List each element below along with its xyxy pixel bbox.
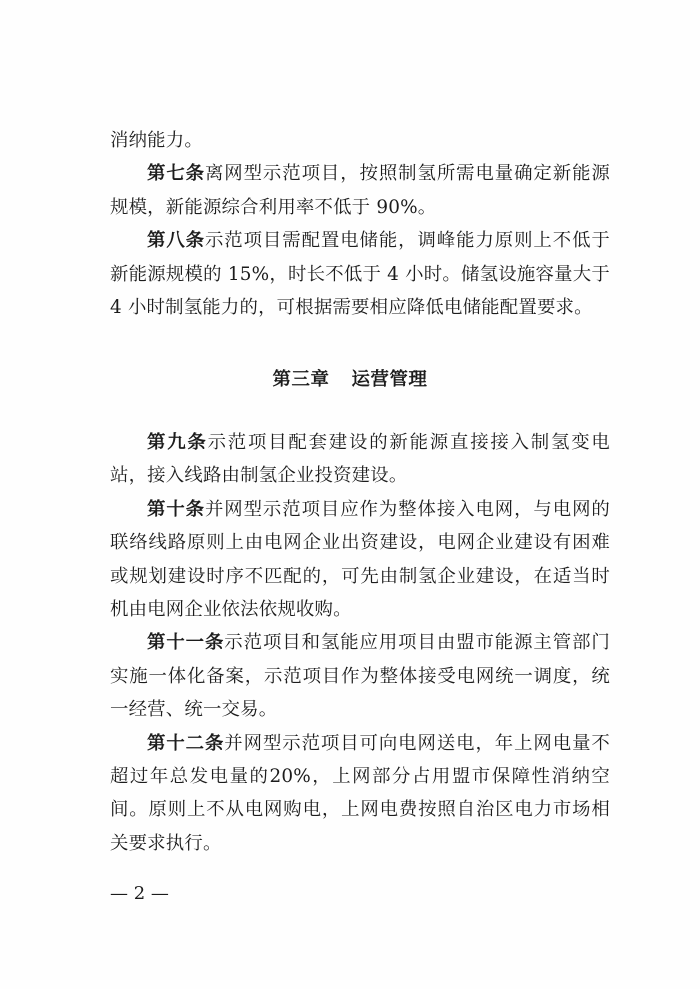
chapter-title: 运营管理 <box>351 369 428 390</box>
article-label: 第九条 <box>147 432 208 453</box>
article-11 <box>110 626 610 726</box>
article-body: 示范项目需配置电储能，调峰能力原则上不低于新能源规模的 15%，时长不低于 4 小时。储氢设施容量大于 4 小时制氢能力的，可根据需要相应降低电储能配置要求。 <box>110 230 610 319</box>
paragraph-text: 消纳能力。 <box>110 130 203 151</box>
continued-paragraph <box>110 124 610 157</box>
chapter-heading <box>0 363 700 396</box>
chapter-number: 第三章 <box>272 369 330 390</box>
section-before-chapter <box>110 124 610 324</box>
article-label: 第八条 <box>147 230 205 252</box>
article-12 <box>110 727 610 861</box>
article-label: 第十一条 <box>147 632 225 654</box>
article-body: 示范项目配套建设的新能源直接接入制氢变电站，接入线路由制氢企业投资建设。 <box>110 432 610 487</box>
article-body: 示范项目和氢能应用项目由盟市能源主管部门实施一体化备案，示范项目作为整体接受电网统一调度，统一经营、统一交易。 <box>110 632 610 721</box>
article-label: 第十条 <box>147 498 205 520</box>
article-body: 并网型示范项目应作为整体接入电网，与电网的联络线路原则上由电网企业出资建设，电网企业建设有困难或规划建设时序不匹配的，可先由制氢企业建设，在适当时机由电网企业依法依规收购。 <box>110 498 610 621</box>
article-9 <box>110 426 610 493</box>
article-8 <box>110 224 610 324</box>
article-7 <box>110 157 610 224</box>
article-label: 第七条 <box>147 163 205 185</box>
page-number: — 2 — <box>110 883 169 904</box>
article-body: 并网型示范项目可向电网送电，年上网电量不超过年总发电量的20%，上网部分占用盟市保障性消纳空间。原则上不从电网购电，上网电费按照自治区电力市场相关要求执行。 <box>110 732 610 854</box>
article-10 <box>110 493 610 627</box>
article-body: 离网型示范项目，按照制氢所需电量确定新能源规模，新能源综合利用率不低于 90%。 <box>110 163 610 218</box>
section-after-chapter <box>110 426 610 860</box>
article-label: 第十二条 <box>147 732 225 754</box>
